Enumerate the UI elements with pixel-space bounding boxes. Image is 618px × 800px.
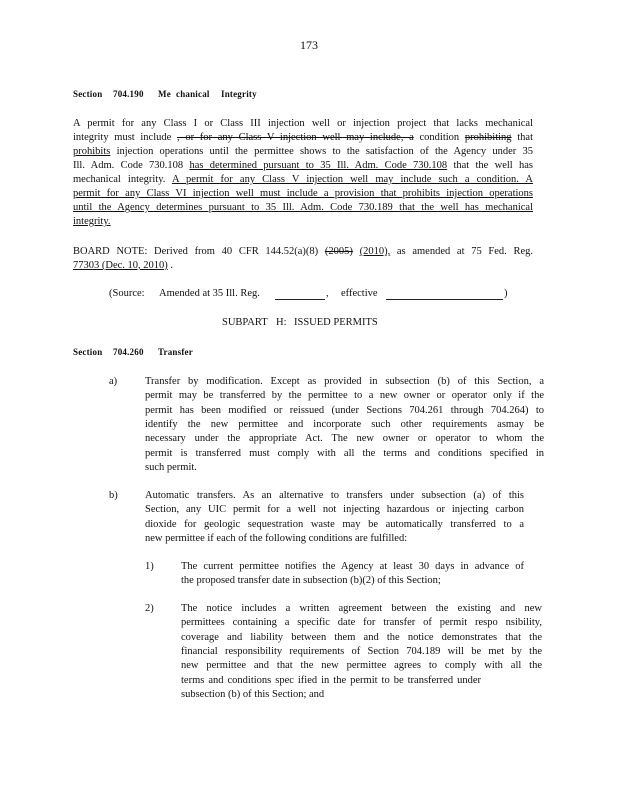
subsection-a-marker: a) [109,376,118,387]
item-1-text [181,560,524,590]
mechanical-integrity-paragraph [73,117,533,233]
text-line: such permit. [145,461,197,473]
text-line: integrity must include , or for any Class V injection well may include, a condition prohibiting that [73,132,533,143]
text-line: until the Agency determines pursuant to 35 Ill. Adm. Code 730.189 that the well has mechanical [73,202,533,213]
section-title-part-c: Integrity [221,89,257,99]
text-line: identify the new permittee and incorporate such other requirements asmay be [145,418,544,430]
source-amended: Amended at 35 Ill. Reg. [159,288,260,299]
subsection-b-marker: b) [109,490,118,501]
item-2-marker: 2) [145,603,154,614]
text-line: BOARD NOTE: Derived from 40 CFR 144.52(a)(8) (2005) (2010), as amended at 75 Fed. Reg. [73,246,534,257]
text-line: permit for any Class VI injection well must include a provision that prohibits injection operations [73,188,533,199]
section-number: 704.260 [113,347,144,357]
item-1-marker: 1) [145,561,154,572]
section-label: Section [73,89,103,99]
text-line: permittees containing a specific date for transfer of permit respo nsibility, [181,617,542,629]
text-line: coverage and liability between them and the notice demonstrates that the [181,631,542,643]
section-heading-704-190 [0,89,618,101]
text-line: 77303 (Dec. 10, 2010) . [73,260,174,271]
text-line: integrity. [73,216,111,227]
text-line: dioxide for geologic sequestration waste may be automatically transferred to a [145,518,524,530]
subpart-letter: H: [276,317,287,328]
text-line: The current permittee notifies the Agency at least 30 days in advance of [181,561,524,572]
effective-date-blank [386,288,503,300]
text-line: mechanical integrity. A permit for any Class V injection well may include such a condition. A [73,174,533,185]
text-line: A permit for any Class I or Class III injection well or injection project that lacks mechanical [73,118,533,129]
text-line: Ill. Adm. Code 730.108 has determined pursuant to 35 Ill. Adm. Code 730.108 that the well has [73,160,533,171]
text-line: Section, any UIC permit for a well not injecting hazardous or injecting carbon [145,504,524,516]
text-line: Automatic transfers. As an alternative to transfers under subsection (a) of this [145,490,524,501]
section-number: 704.190 [113,89,144,99]
source-comma: , [326,288,329,299]
subpart-heading [222,316,422,330]
section-title: Transfer [158,347,193,357]
subpart-label: SUBPART [222,317,268,328]
page-number: 173 [300,38,318,52]
subsection-b-text [145,489,524,547]
text-line: the proposed transfer date in subsection (b)(2) of this Section; [181,575,441,587]
text-line: Transfer by modification. Except as provided in subsection (b) of this Section, a [145,376,544,387]
text-line: permit is transferred must comply with all the terms and conditions specified in [145,447,544,459]
subpart-title: ISSUED PERMITS [294,317,378,328]
text-line: new permittee if each of the following conditions are fulfilled: [145,532,408,544]
text-line: subsection (b) of this Section; and [181,688,325,700]
text-line: necessary under the appropriate Act. The new owner or operator to whom the [145,433,544,445]
text-line: new permittee and that the new permittee agrees to comply with all the [181,660,542,672]
item-2-text [181,602,542,704]
source-close: ) [504,288,508,299]
section-heading-704-260 [0,347,618,359]
board-note [73,245,533,275]
text-line: The notice includes a written agreement between the existing and new [181,603,542,614]
text-line: permit may be transferred by the permittee to a new owner or operator only if the [145,390,544,402]
register-blank [275,288,325,300]
text-line: prohibits injection operations until the permittee shows to the satisfaction of the Agency under 35 [73,146,533,157]
source-note [109,287,519,303]
section-title-part-a: Me [158,89,171,99]
text-line: permit has been modified or reissued (under Sections 704.261 through 704.264) to [145,404,544,416]
text-line: financial responsibility requirements of Section 704.189 will be met by the [181,645,542,657]
subsection-a-text [145,375,544,475]
text-line: terms and conditions spec ified in the permit to be transferred under [181,674,481,686]
section-label: Section [73,347,103,357]
source-label: (Source: [109,288,145,299]
source-effective: effective [341,288,378,299]
section-title-part-b: chanical [176,89,210,99]
